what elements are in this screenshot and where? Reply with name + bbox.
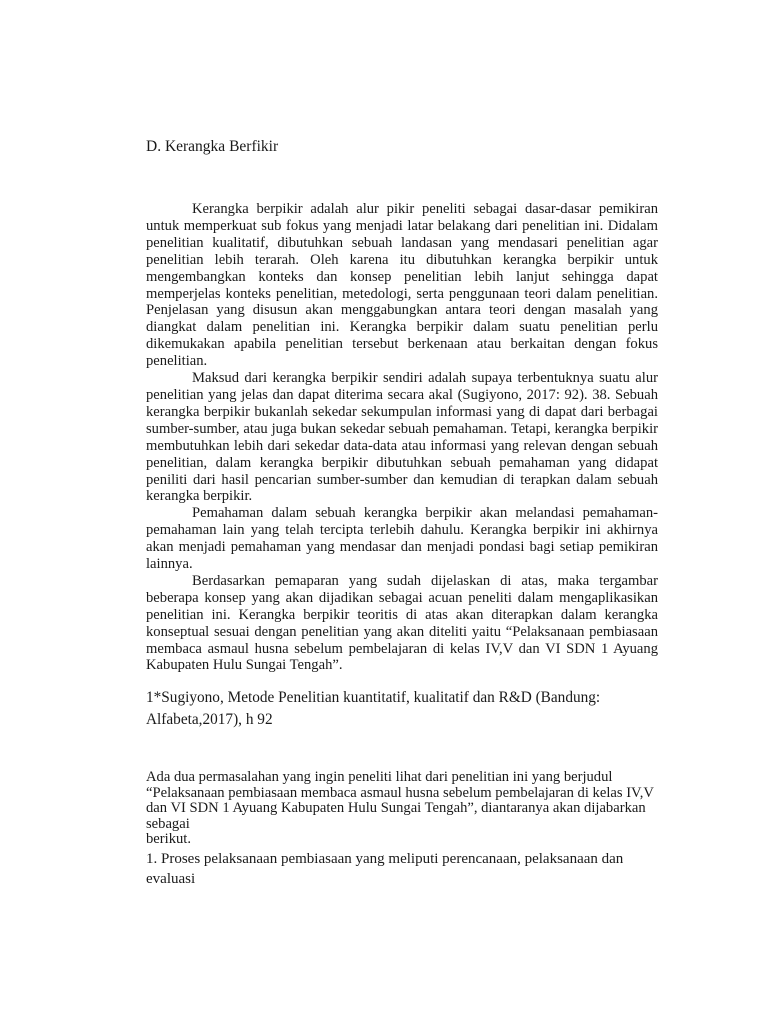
- main-body-text: [146, 201, 658, 674]
- next-section-text: [146, 770, 671, 889]
- list-item-1: 1. Proses pelaksanaan pembiasaan yang meliputi perencanaan, pelaksanaan dan evaluasi: [146, 850, 624, 887]
- next-section-intro-end: berikut.: [146, 831, 191, 848]
- paragraph-4: Berdasarkan pemaparan yang sudah dijelaskan di atas, maka tergambar beberapa konsep yang akan dijadikan sebagai acuan peneliti dalam mengaplikasikan penelitian ini. Kerangka berpikir teoritis di atas akan diterapkan dalam kerangka konseptual sesuai dengan penelitian yang akan diteliti yaitu “Pelaksanaan pembiasaan membaca asmaul husna sebelum pembelajaran di kelas IV,V dan VI SDN 1 Ayuang Kabupaten Hulu Sungai Tengah”.: [146, 572, 658, 674]
- section-heading: D. Kerangka Berfikir: [146, 138, 279, 155]
- footnote: [146, 687, 666, 730]
- paragraph-2: Maksud dari kerangka berpikir sendiri adalah supaya terbentuknya suatu alur penelitian yang jelas dan dapat diterima secara akal (Sugiyono, 2017: 92). 38. Sebuah kerangka berpikir bukanlah sekedar sekumpulan informasi yang di dapat dari berbagai sumber-sumber, atau juga bukan sekedar sebuah pemahaman. Tetapi, kerangka berpikir membutuhkan lebih dari sekedar data-data atau informasi yang relevan dengan sebuah penelitian, dalam kerangka berpikir dibutuhkan sebuah pemahaman yang didapat peniliti dari hasil pencarian sumber-sumber dan kemudian di terapkan dalam sebuah kerangka berpikir.: [146, 370, 658, 505]
- paragraph-3: Pemahaman dalam sebuah kerangka berpikir akan melandasi pemahaman-pemahaman lain yang telah tercipta terlebih dahulu. Kerangka berpikir ini akhirnya akan menjadi pemahaman yang mendasar dan menjadi pondasi bagi setiap pemikiran lainnya.: [146, 505, 658, 573]
- paragraph-1: Kerangka berpikir adalah alur pikir peneliti sebagai dasar-dasar pemikiran untuk memperkuat sub fokus yang menjadi latar belakang dari penelitian ini. Didalam penelitian kualitatif, dibutuhkan sebuah landasan yang mendasari penelitian agar penelitian lebih terarah. Oleh karena itu dibutuhkan kerangka berpikir untuk mengembangkan konteks dan konsep penelitian lebih lanjut sehingga dapat memperjelas konteks penelitian, metedologi, serta penggunaan teori dalam penelitian. Penjelasan yang disusun akan menggabungkan antara teori dengan masalah yang diangkat dalam penelitian ini. Kerangka berpikir dalam suatu penelitian perlu dikemukakan apabila penelitian tersebut berkenaan atau berkaitan dengan fokus penelitian.: [146, 201, 658, 370]
- next-section-intro: Ada dua permasalahan yang ingin peneliti lihat dari penelitian ini yang berjudul “Pelaksanaan pembiasaan membaca asmaul husna sebelum pembelajaran di kelas IV,V dan VI SDN 1 Ayuang Kabupaten Hulu Sungai Tengah”, diantaranya akan dijabarkan sebagai: [146, 769, 654, 832]
- footnote-line-2: Alfabeta,2017), h 92: [146, 710, 273, 728]
- footnote-line-1: 1*Sugiyono, Metode Penelitian kuantitatif, kualitatif dan R&D (Bandung:: [146, 689, 601, 706]
